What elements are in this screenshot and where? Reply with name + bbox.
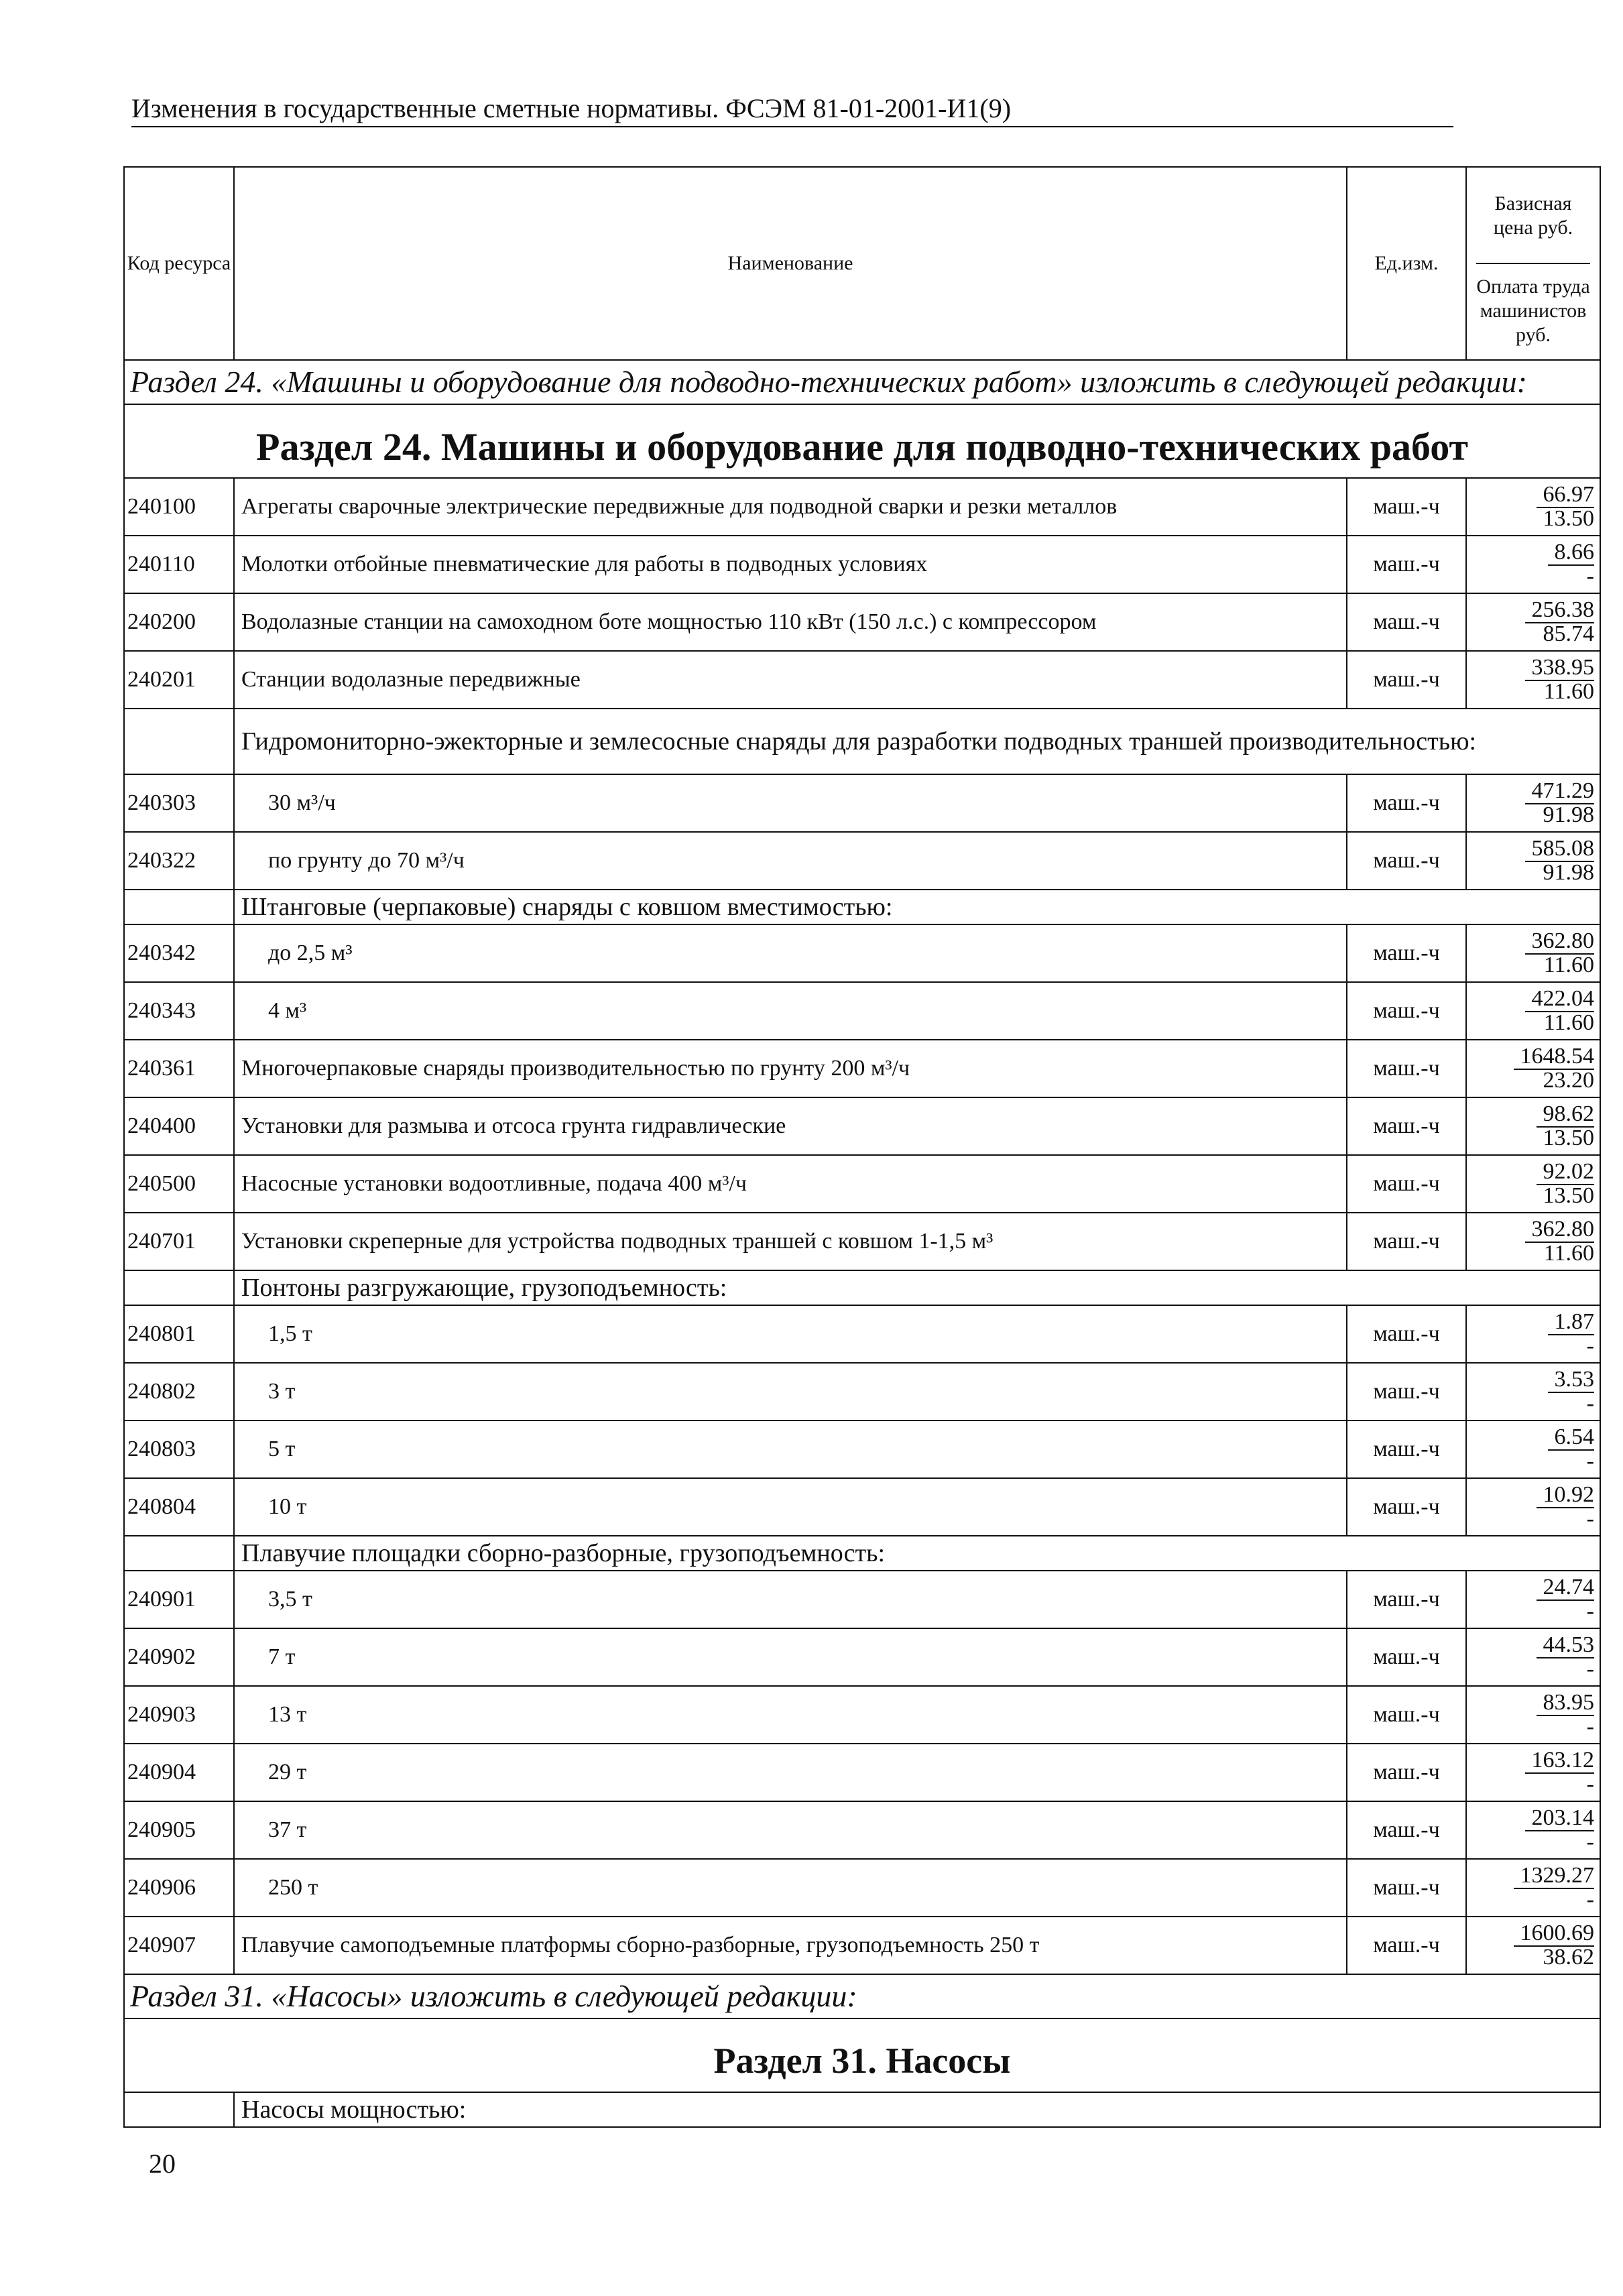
header-name: Наименование xyxy=(234,167,1347,360)
resource-name: 13 т xyxy=(234,1686,1347,1744)
base-price: 338.95 xyxy=(1525,655,1595,681)
resource-code: 240905 xyxy=(124,1801,234,1859)
resource-code: 240701 xyxy=(124,1213,234,1270)
base-price: 585.08 xyxy=(1525,836,1595,862)
resource-price-cell xyxy=(1466,651,1600,709)
table-row xyxy=(124,1571,1600,1628)
base-price: 1600.69 xyxy=(1514,1921,1595,1947)
base-price: 44.53 xyxy=(1537,1632,1595,1658)
base-price: 422.04 xyxy=(1525,986,1595,1012)
resource-unit: маш.-ч xyxy=(1347,1097,1466,1155)
base-price: 8.66 xyxy=(1548,540,1595,566)
resource-price-cell xyxy=(1466,1628,1600,1686)
resource-unit: маш.-ч xyxy=(1347,536,1466,593)
resource-unit: маш.-ч xyxy=(1347,593,1466,651)
resource-unit: маш.-ч xyxy=(1347,1571,1466,1628)
section-24-title: Раздел 24. Машины и оборудование для подводно-технических работ xyxy=(124,404,1600,478)
header-price-base: Базисная цена руб. xyxy=(1493,192,1573,239)
resource-unit: маш.-ч xyxy=(1347,924,1466,982)
operator-wage: 13.50 xyxy=(1543,506,1594,531)
base-price: 10.92 xyxy=(1537,1482,1595,1508)
table-row xyxy=(124,1097,1600,1155)
resource-name: 5 т xyxy=(234,1421,1347,1478)
resource-name: Установки скреперные для устройства подводных траншей с ковшом 1-1,5 м³ xyxy=(234,1213,1347,1270)
resource-unit: маш.-ч xyxy=(1347,1744,1466,1801)
operator-wage: - xyxy=(1586,1829,1594,1854)
section-title-row-24 xyxy=(124,404,1600,478)
operator-wage: - xyxy=(1586,564,1594,589)
resource-code: 240804 xyxy=(124,1478,234,1536)
base-price: 6.54 xyxy=(1548,1425,1595,1451)
table-row xyxy=(124,1628,1600,1686)
group-hydro-dredgers: Гидромониторно-эжекторные и землесосные снаряды для разработки подводных траншей производительностью: xyxy=(234,709,1600,774)
resource-unit: маш.-ч xyxy=(1347,651,1466,709)
header-unit: Ед.изм. xyxy=(1347,167,1466,360)
resource-unit: маш.-ч xyxy=(1347,1421,1466,1478)
operator-wage: - xyxy=(1586,1887,1594,1912)
resource-code: 240343 xyxy=(124,982,234,1040)
resource-code: 240303 xyxy=(124,774,234,832)
resource-code: 240342 xyxy=(124,924,234,982)
section-title-row-31 xyxy=(124,2018,1600,2092)
resource-name: Установки для размыва и отсоса грунта гидравлические xyxy=(234,1097,1347,1155)
table-row xyxy=(124,832,1600,890)
resource-name: до 2,5 м³ xyxy=(234,924,1347,982)
resource-code: 240801 xyxy=(124,1305,234,1363)
base-price: 1329.27 xyxy=(1514,1863,1595,1889)
operator-wage: - xyxy=(1586,1333,1594,1358)
resource-price-cell xyxy=(1466,1859,1600,1917)
table-row xyxy=(124,1040,1600,1097)
resource-unit: маш.-ч xyxy=(1347,982,1466,1040)
table-row xyxy=(124,924,1600,982)
operator-wage: - xyxy=(1586,1391,1594,1416)
table-row xyxy=(124,1478,1600,1536)
resource-unit: маш.-ч xyxy=(1347,1859,1466,1917)
table-row xyxy=(124,1421,1600,1478)
table-header-row xyxy=(124,167,1600,360)
resource-name: 29 т xyxy=(234,1744,1347,1801)
resource-code: 240902 xyxy=(124,1628,234,1686)
resource-code: 240100 xyxy=(124,478,234,536)
resource-name: Многочерпаковые снаряды производительностью по грунту 200 м³/ч xyxy=(234,1040,1347,1097)
resource-name: 4 м³ xyxy=(234,982,1347,1040)
resource-unit: маш.-ч xyxy=(1347,1628,1466,1686)
resource-price-cell xyxy=(1466,1478,1600,1536)
group-row xyxy=(124,2092,1600,2127)
resource-price-cell xyxy=(1466,1801,1600,1859)
resource-code: 240907 xyxy=(124,1917,234,1974)
base-price: 256.38 xyxy=(1525,597,1595,623)
resource-name: по грунту до 70 м³/ч xyxy=(234,832,1347,890)
resource-code: 240901 xyxy=(124,1571,234,1628)
operator-wage: 13.50 xyxy=(1543,1126,1594,1150)
base-price: 98.62 xyxy=(1537,1101,1595,1128)
resource-unit: маш.-ч xyxy=(1347,832,1466,890)
resource-price-cell xyxy=(1466,924,1600,982)
resource-name: 3,5 т xyxy=(234,1571,1347,1628)
table-row xyxy=(124,1305,1600,1363)
resource-unit: маш.-ч xyxy=(1347,1801,1466,1859)
resource-code: 240110 xyxy=(124,536,234,593)
table-row xyxy=(124,651,1600,709)
resource-name: Станции водолазные передвижные xyxy=(234,651,1347,709)
header-price-wage: Оплата труда машинистов руб. xyxy=(1476,263,1590,359)
resource-price-cell xyxy=(1466,1097,1600,1155)
resource-name: 30 м³/ч xyxy=(234,774,1347,832)
header-code: Код ресурса xyxy=(124,167,234,360)
document-header: Изменения в государственные сметные нормативы. ФСЭМ 81-01-2001-И1(9) xyxy=(131,93,1453,127)
resource-unit: маш.-ч xyxy=(1347,1213,1466,1270)
table-row xyxy=(124,1859,1600,1917)
resource-price-cell xyxy=(1466,1421,1600,1478)
resource-price-cell xyxy=(1466,982,1600,1040)
table-row xyxy=(124,1155,1600,1213)
resource-name: 250 т xyxy=(234,1859,1347,1917)
resource-unit: маш.-ч xyxy=(1347,1155,1466,1213)
resource-code: 240500 xyxy=(124,1155,234,1213)
operator-wage: 91.98 xyxy=(1543,860,1594,885)
resource-code: 240201 xyxy=(124,651,234,709)
resource-price-cell xyxy=(1466,832,1600,890)
resource-name: Молотки отбойные пневматические для работы в подводных условиях xyxy=(234,536,1347,593)
resource-code: 240322 xyxy=(124,832,234,890)
operator-wage: 85.74 xyxy=(1543,621,1594,646)
page-number: 20 xyxy=(149,2149,176,2179)
group-row xyxy=(124,1270,1600,1305)
resource-unit: маш.-ч xyxy=(1347,1040,1466,1097)
resource-unit: маш.-ч xyxy=(1347,1917,1466,1974)
operator-wage: 38.62 xyxy=(1543,1945,1594,1970)
resource-code: 240803 xyxy=(124,1421,234,1478)
resource-name: Водолазные станции на самоходном боте мощностью 110 кВт (150 л.с.) с компрессором xyxy=(234,593,1347,651)
resource-price-cell xyxy=(1466,1040,1600,1097)
rates-table xyxy=(123,166,1601,2128)
resource-code: 240904 xyxy=(124,1744,234,1801)
operator-wage: 23.20 xyxy=(1543,1068,1594,1093)
resource-unit: маш.-ч xyxy=(1347,1363,1466,1421)
section-31-title: Раздел 31. Насосы xyxy=(124,2018,1600,2092)
resource-unit: маш.-ч xyxy=(1347,774,1466,832)
resource-unit: маш.-ч xyxy=(1347,1305,1466,1363)
resource-name: Насосные установки водоотливные, подача 400 м³/ч xyxy=(234,1155,1347,1213)
table-row xyxy=(124,1917,1600,1974)
table-row xyxy=(124,1363,1600,1421)
resource-price-cell xyxy=(1466,1363,1600,1421)
group-row xyxy=(124,890,1600,924)
resource-price-cell xyxy=(1466,1917,1600,1974)
resource-code: 240400 xyxy=(124,1097,234,1155)
group-row xyxy=(124,709,1600,774)
table-row xyxy=(124,478,1600,536)
base-price: 1648.54 xyxy=(1514,1044,1595,1070)
table-row xyxy=(124,536,1600,593)
base-price: 83.95 xyxy=(1537,1690,1595,1716)
group-bucket-dredgers: Штанговые (черпаковые) снаряды с ковшом вместимостью: xyxy=(234,890,1600,924)
resource-price-cell xyxy=(1466,1571,1600,1628)
resource-unit: маш.-ч xyxy=(1347,478,1466,536)
base-price: 362.80 xyxy=(1525,1217,1595,1243)
group-floating-platforms: Плавучие площадки сборно-разборные, грузоподъемность: xyxy=(234,1536,1600,1571)
resource-price-cell xyxy=(1466,1305,1600,1363)
group-pumps: Насосы мощностью: xyxy=(234,2092,1600,2127)
base-price: 92.02 xyxy=(1537,1159,1595,1185)
resource-name: 1,5 т xyxy=(234,1305,1347,1363)
resource-code: 240361 xyxy=(124,1040,234,1097)
resource-unit: маш.-ч xyxy=(1347,1686,1466,1744)
resource-name: 3 т xyxy=(234,1363,1347,1421)
operator-wage: 11.60 xyxy=(1543,953,1594,977)
operator-wage: - xyxy=(1586,1714,1594,1739)
resource-price-cell xyxy=(1466,536,1600,593)
resource-name: Агрегаты сварочные электрические передвижные для подводной сварки и резки металлов xyxy=(234,478,1347,536)
resource-name: 7 т xyxy=(234,1628,1347,1686)
operator-wage: 11.60 xyxy=(1543,679,1594,704)
resource-name: 37 т xyxy=(234,1801,1347,1859)
operator-wage: 91.98 xyxy=(1543,802,1594,827)
base-price: 24.74 xyxy=(1537,1575,1595,1601)
group-row xyxy=(124,1536,1600,1571)
resource-code: 240802 xyxy=(124,1363,234,1421)
resource-price-cell xyxy=(1466,1744,1600,1801)
resource-price-cell xyxy=(1466,1155,1600,1213)
table-row xyxy=(124,1686,1600,1744)
resource-name: 10 т xyxy=(234,1478,1347,1536)
header-price xyxy=(1466,167,1600,360)
resource-price-cell xyxy=(1466,774,1600,832)
group-pontoons: Понтоны разгружающие, грузоподъемность: xyxy=(234,1270,1600,1305)
operator-wage: 11.60 xyxy=(1543,1241,1594,1266)
resource-price-cell xyxy=(1466,1213,1600,1270)
resource-unit: маш.-ч xyxy=(1347,1478,1466,1536)
operator-wage: - xyxy=(1586,1449,1594,1473)
rates-table-container xyxy=(123,166,1594,2128)
table-row xyxy=(124,1744,1600,1801)
resource-name: Плавучие самоподъемные платформы сборно-разборные, грузоподъемность 250 т xyxy=(234,1917,1347,1974)
base-price: 362.80 xyxy=(1525,928,1595,955)
section-24-note: Раздел 24. «Машины и оборудование для подводно-технических работ» изложить в следующей редакции: xyxy=(124,360,1600,404)
note-row-24 xyxy=(124,360,1600,404)
resource-price-cell xyxy=(1466,478,1600,536)
base-price: 3.53 xyxy=(1548,1367,1595,1393)
note-row-31 xyxy=(124,1974,1600,2018)
resource-code: 240200 xyxy=(124,593,234,651)
table-row xyxy=(124,982,1600,1040)
base-price: 471.29 xyxy=(1525,778,1595,804)
table-row xyxy=(124,1801,1600,1859)
operator-wage: - xyxy=(1586,1656,1594,1681)
operator-wage: - xyxy=(1586,1599,1594,1624)
operator-wage: - xyxy=(1586,1506,1594,1531)
operator-wage: 13.50 xyxy=(1543,1183,1594,1208)
section-31-note: Раздел 31. «Насосы» изложить в следующей редакции: xyxy=(124,1974,1600,2018)
base-price: 66.97 xyxy=(1537,482,1595,508)
operator-wage: 11.60 xyxy=(1543,1010,1594,1035)
table-row xyxy=(124,1213,1600,1270)
base-price: 203.14 xyxy=(1525,1805,1595,1831)
base-price: 163.12 xyxy=(1525,1748,1595,1774)
table-row xyxy=(124,593,1600,651)
resource-code: 240906 xyxy=(124,1859,234,1917)
base-price: 1.87 xyxy=(1548,1309,1595,1335)
resource-code: 240903 xyxy=(124,1686,234,1744)
table-row xyxy=(124,774,1600,832)
resource-price-cell xyxy=(1466,593,1600,651)
operator-wage: - xyxy=(1586,1772,1594,1797)
resource-price-cell xyxy=(1466,1686,1600,1744)
